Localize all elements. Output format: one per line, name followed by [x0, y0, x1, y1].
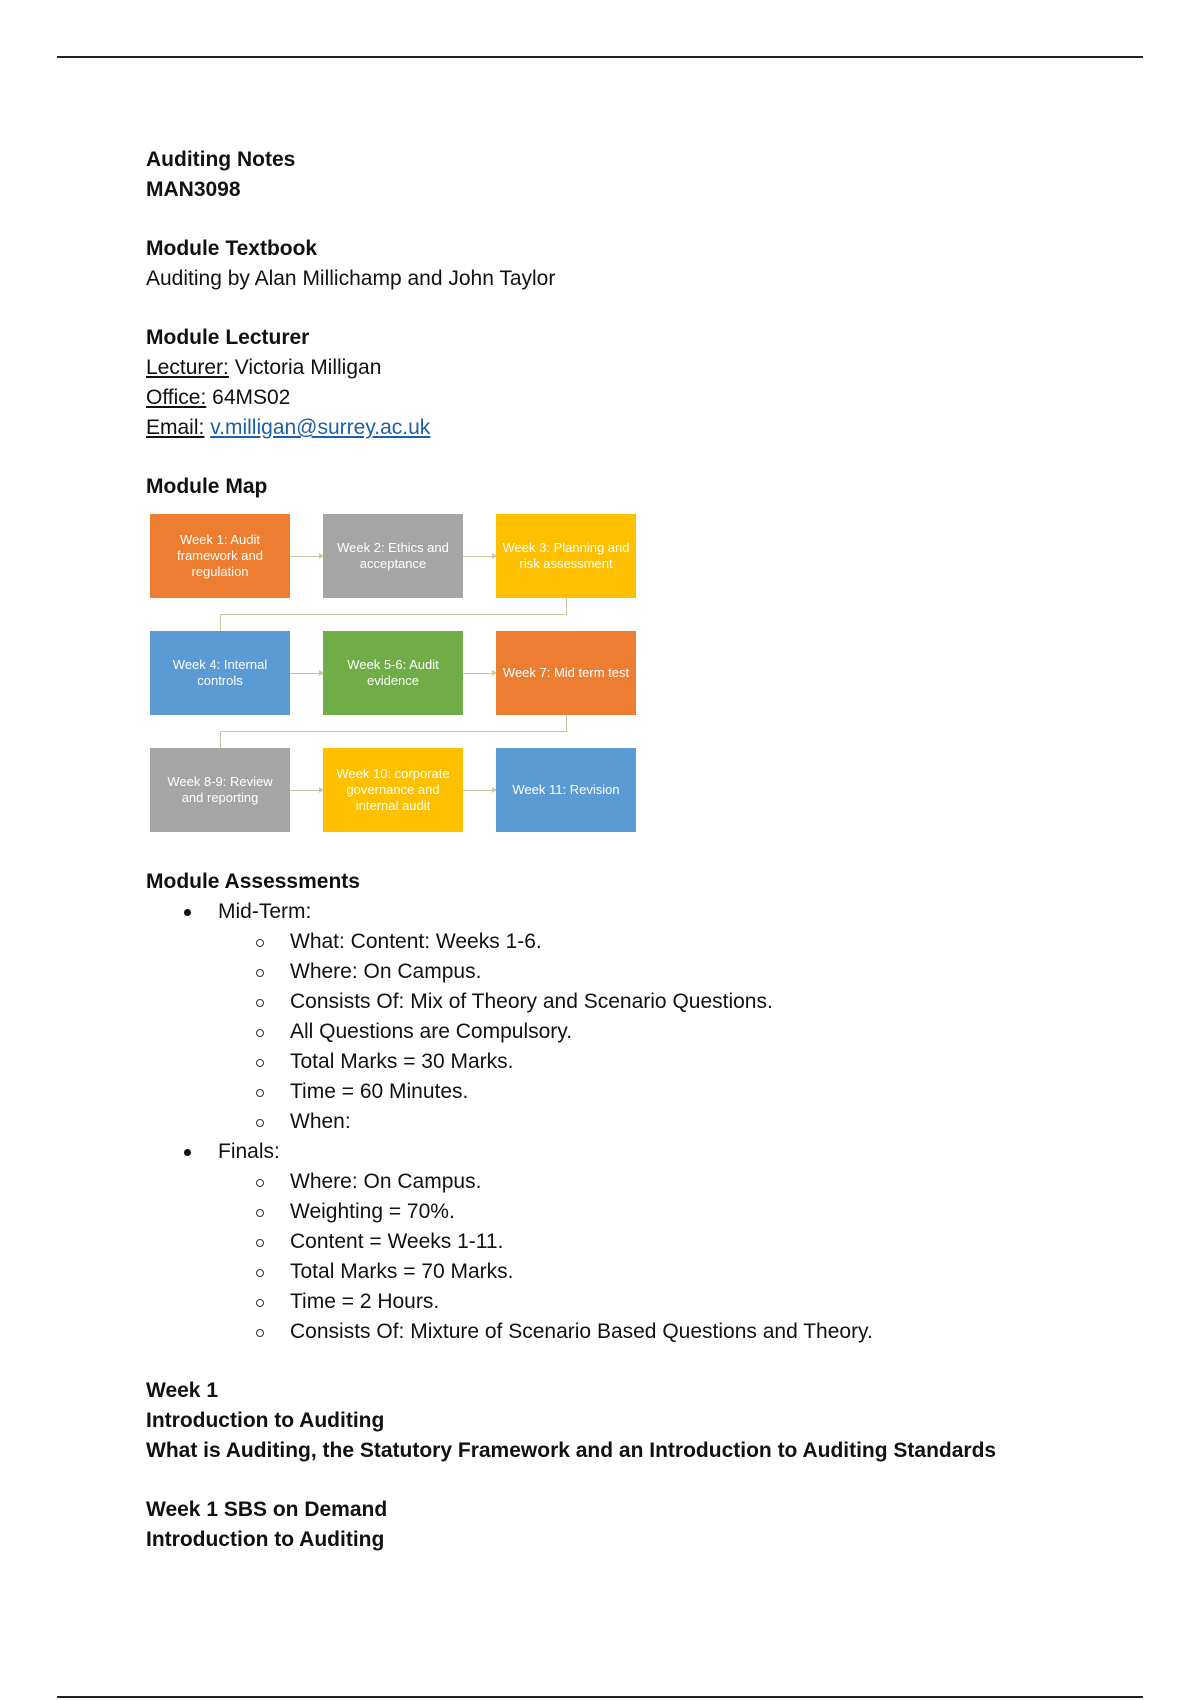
map-arrow [463, 556, 496, 557]
map-arrow [290, 673, 323, 674]
week1-description: What is Auditing, the Statutory Framework and an Introduction to Auditing Standards [146, 1439, 997, 1462]
circle-bullet-icon [256, 1179, 264, 1187]
lecturer-label: Lecturer: [146, 356, 229, 379]
lecturer-value: Victoria Milligan [228, 356, 382, 379]
list-item [146, 987, 1106, 1017]
map-connector [220, 614, 221, 631]
list-item-text: When: [290, 1110, 351, 1133]
document-title: Auditing Notes [146, 148, 296, 171]
circle-bullet-icon [256, 1239, 264, 1247]
assessments-heading: Module Assessments [146, 870, 360, 893]
circle-bullet-icon [256, 999, 264, 1007]
bullet-icon [184, 1149, 191, 1156]
map-arrow [290, 790, 323, 791]
map-arrow [463, 673, 496, 674]
list-item-text: Where: On Campus. [290, 960, 482, 983]
sbs-heading: Week 1 SBS on Demand [146, 1498, 388, 1521]
circle-bullet-icon [256, 1299, 264, 1307]
map-connector [220, 731, 221, 748]
office-value: 64MS02 [206, 386, 291, 409]
document-body [146, 145, 1106, 1555]
list-item-text: What: Content: Weeks 1-6. [290, 930, 542, 953]
bottom-rule [57, 1696, 1143, 1698]
map-box-week-10: Week 10: corporate governance and internal audit [323, 748, 463, 832]
map-arrow [290, 556, 323, 557]
list-item-midterm [146, 897, 1106, 927]
textbook-heading: Module Textbook [146, 237, 318, 260]
map-box-week-1: Week 1: Audit framework and regulation [150, 514, 290, 598]
list-item [146, 957, 1106, 987]
week1-subheading: Introduction to Auditing [146, 1409, 385, 1432]
circle-bullet-icon [256, 939, 264, 947]
email-line [146, 413, 1106, 443]
list-item-text: Where: On Campus. [290, 1170, 482, 1193]
map-box-week-7: Week 7: Mid term test [496, 631, 636, 715]
circle-bullet-icon [256, 1119, 264, 1127]
list-item [146, 1227, 1106, 1257]
office-line [146, 383, 1106, 413]
circle-bullet-icon [256, 1269, 264, 1277]
office-label: Office: [146, 386, 207, 409]
map-box-week-5-6: Week 5-6: Audit evidence [323, 631, 463, 715]
list-item-text: Content = Weeks 1-11. [290, 1230, 504, 1253]
list-item [146, 1317, 1106, 1347]
list-item-text: Total Marks = 30 Marks. [290, 1050, 514, 1073]
map-box-week-3: Week 3: Planning and risk assessment [496, 514, 636, 598]
map-box-week-11: Week 11: Revision [496, 748, 636, 832]
lecturer-line [146, 353, 1106, 383]
circle-bullet-icon [256, 1029, 264, 1037]
module-map-heading: Module Map [146, 475, 268, 498]
module-map-diagram [146, 510, 646, 855]
finals-label: Finals: [218, 1140, 280, 1163]
list-item-text: Weighting = 70%. [290, 1200, 455, 1223]
map-arrow [463, 790, 496, 791]
email-link[interactable]: v.milligan@surrey.ac.uk [210, 416, 431, 439]
list-item-finals [146, 1137, 1106, 1167]
bullet-icon [184, 909, 191, 916]
list-item [146, 1167, 1106, 1197]
list-item-text: Consists Of: Mix of Theory and Scenario Questions. [290, 990, 773, 1013]
map-box-week-2: Week 2: Ethics and acceptance [323, 514, 463, 598]
circle-bullet-icon [256, 1089, 264, 1097]
list-item [146, 1077, 1106, 1107]
list-item-text: Time = 60 Minutes. [290, 1080, 469, 1103]
list-item-text: Time = 2 Hours. [290, 1290, 440, 1313]
list-item-text: Total Marks = 70 Marks. [290, 1260, 514, 1283]
midterm-label: Mid-Term: [218, 900, 312, 923]
map-connector [220, 715, 567, 732]
sbs-subheading: Introduction to Auditing [146, 1528, 385, 1551]
circle-bullet-icon [256, 1329, 264, 1337]
lecturer-heading: Module Lecturer [146, 326, 310, 349]
circle-bullet-icon [256, 1059, 264, 1067]
map-box-week-8-9: Week 8-9: Review and reporting [150, 748, 290, 832]
list-item-text: All Questions are Compulsory. [290, 1020, 573, 1043]
circle-bullet-icon [256, 1209, 264, 1217]
list-item [146, 1107, 1106, 1137]
week1-heading: Week 1 [146, 1379, 218, 1402]
list-item [146, 1197, 1106, 1227]
list-item [146, 1047, 1106, 1077]
map-connector [220, 598, 567, 615]
list-item [146, 1257, 1106, 1287]
textbook-text: Auditing by Alan Millichamp and John Taylor [146, 267, 556, 290]
email-label: Email: [146, 416, 205, 439]
top-rule [57, 56, 1143, 58]
list-item [146, 927, 1106, 957]
circle-bullet-icon [256, 969, 264, 977]
map-box-week-4: Week 4: Internal controls [150, 631, 290, 715]
list-item [146, 1287, 1106, 1317]
module-code: MAN3098 [146, 178, 241, 201]
list-item [146, 1017, 1106, 1047]
list-item-text: Consists Of: Mixture of Scenario Based Questions and Theory. [290, 1320, 873, 1343]
